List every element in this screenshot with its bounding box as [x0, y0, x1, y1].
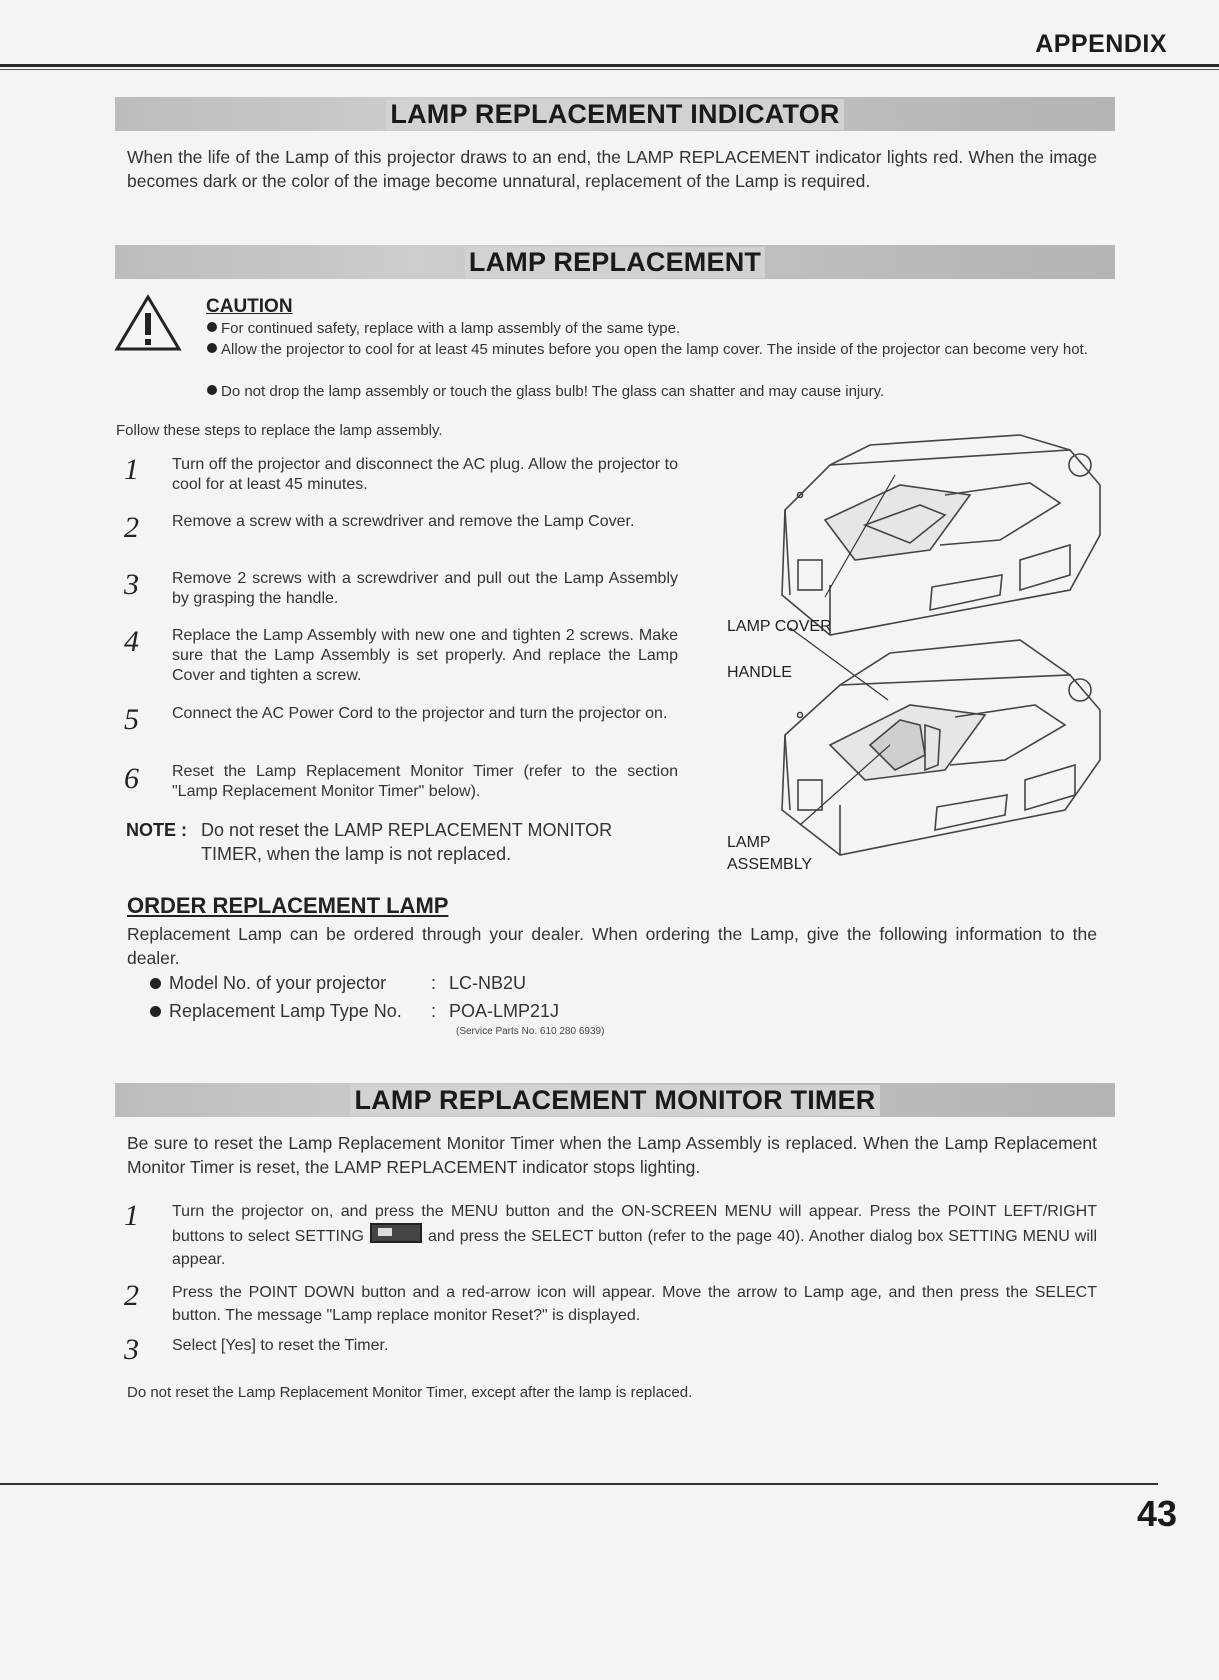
- step-text: Select [Yes] to reset the Timer.: [172, 1337, 389, 1354]
- header-rule: [0, 64, 1219, 67]
- caution-item-text: Do not drop the lamp assembly or touch the glass bulb! The glass can shatter and may cause injury.: [221, 383, 885, 400]
- order-title: ORDER REPLACEMENT LAMP: [127, 893, 449, 918]
- header-rule-thin: [0, 69, 1219, 70]
- order-text: Replacement Lamp can be ordered through your dealer. When ordering the Lamp, give the following information to the dealer.: [127, 924, 1097, 968]
- caution-item-text: For continued safety, replace with a lamp assembly of the same type.: [221, 320, 681, 337]
- bullet-icon: [150, 978, 161, 989]
- order-item-value: POA-LMP21J: [449, 1001, 560, 1021]
- step-number: 1: [124, 1199, 139, 1232]
- order-item-sep: :: [431, 1001, 437, 1021]
- projector-illustration: [770, 425, 1115, 875]
- step-text: [172, 1200, 1097, 1271]
- step-number: 5: [124, 703, 139, 736]
- label-lamp-cover: LAMP COVER: [727, 618, 832, 635]
- indicator-title: LAMP REPLACEMENT INDICATOR: [386, 99, 843, 130]
- note-line: TIMER, when the lamp is not replaced.: [201, 844, 512, 864]
- step-text: Reset the Lamp Replacement Monitor Timer (refer to the section "Lamp Replacement Monitor Timer" below).: [172, 763, 678, 800]
- order-item-value: LC-NB2U: [449, 973, 527, 993]
- step-text: Replace the Lamp Assembly with new one and tighten 2 screws. Make sure that the Lamp Assembly is set properly. And replace the Lamp Cover and tighten a screw.: [172, 627, 678, 684]
- note-label: NOTE :: [126, 820, 187, 840]
- steps-intro: Follow these steps to replace the lamp assembly.: [116, 422, 443, 439]
- step-text: Turn off the projector and disconnect the AC plug. Allow the projector to cool for at least 45 minutes.: [172, 456, 678, 493]
- timer-footer-note: Do not reset the Lamp Replacement Monitor Timer, except after the lamp is replaced.: [127, 1384, 693, 1401]
- bullet-icon: [207, 322, 217, 332]
- step-number: 2: [124, 511, 139, 544]
- footer-rule: [0, 1483, 1158, 1485]
- order-item-label: Model No. of your projector: [169, 973, 387, 993]
- order-item: [150, 973, 526, 994]
- timer-title: LAMP REPLACEMENT MONITOR TIMER: [350, 1085, 879, 1116]
- indicator-text: When the life of the Lamp of this projector draws to an end, the LAMP REPLACEMENT indicator lights red. When the image becomes dark or the color of the image become unnatural, replacement of the Lamp is required.: [127, 147, 1097, 191]
- order-item-label: Replacement Lamp Type No.: [169, 1001, 402, 1021]
- label-assembly: ASSEMBLY: [727, 856, 813, 873]
- note-line: Do not reset the LAMP REPLACEMENT MONITOR: [201, 820, 613, 840]
- step-number: 3: [124, 568, 139, 601]
- warning-icon: [114, 293, 182, 353]
- setting-icon: [370, 1223, 422, 1243]
- bullet-icon: [150, 1006, 161, 1017]
- timer-title-band: [115, 1083, 1115, 1117]
- label-handle: HANDLE: [727, 664, 792, 681]
- step-text: Press the POINT DOWN button and a red-arrow icon will appear. Move the arrow to Lamp age, and then press the SELECT button. The message "Lamp replace monitor Reset?" is displayed.: [172, 1284, 1097, 1324]
- caution-item: [207, 319, 1107, 339]
- step-number: 2: [124, 1279, 139, 1312]
- step-number: 3: [124, 1333, 139, 1366]
- step-text-part: and press the SELECT button (refer to the page 40). Another dialog box SETTING MENU will appear.: [172, 1228, 1097, 1268]
- section-header: APPENDIX: [1035, 30, 1167, 58]
- service-parts: (Service Parts No. 610 280 6939): [456, 1026, 605, 1037]
- bullet-icon: [207, 385, 217, 395]
- order-item-sep: :: [431, 973, 437, 993]
- label-lamp: LAMP: [727, 834, 771, 851]
- step-number: 6: [124, 762, 139, 795]
- bullet-icon: [207, 343, 217, 353]
- indicator-title-band: [115, 97, 1115, 131]
- caution-title: CAUTION: [206, 296, 293, 317]
- step-number: 4: [124, 625, 139, 658]
- caution-item-text: Allow the projector to cool for at least 45 minutes before you open the lamp cover. The inside of the projector can become very hot.: [221, 341, 1088, 358]
- timer-text: Be sure to reset the Lamp Replacement Monitor Timer when the Lamp Assembly is replaced. When the Lamp Replacement Monitor Timer is reset, the LAMP REPLACEMENT indicator stops lighting.: [127, 1133, 1097, 1177]
- step-text: Remove 2 screws with a screwdriver and pull out the Lamp Assembly by grasping the handle.: [172, 570, 678, 607]
- replacement-title-band: [115, 245, 1115, 279]
- caution-item: [207, 382, 1107, 402]
- page-number: 43: [1136, 1493, 1177, 1534]
- step-text-part: Turn the projector on, and press the MENU button and the ON-SCREEN MENU will appear. Press the POINT LEFT/RIGHT buttons to select SETTING: [172, 1203, 1097, 1245]
- step-text: Remove a screw with a screwdriver and remove the Lamp Cover.: [172, 513, 635, 530]
- step-text: Connect the AC Power Cord to the projector and turn the projector on.: [172, 705, 668, 722]
- order-item: [150, 1001, 559, 1022]
- replacement-title: LAMP REPLACEMENT: [465, 247, 765, 278]
- step-number: 1: [124, 453, 139, 486]
- caution-item: [207, 340, 1102, 360]
